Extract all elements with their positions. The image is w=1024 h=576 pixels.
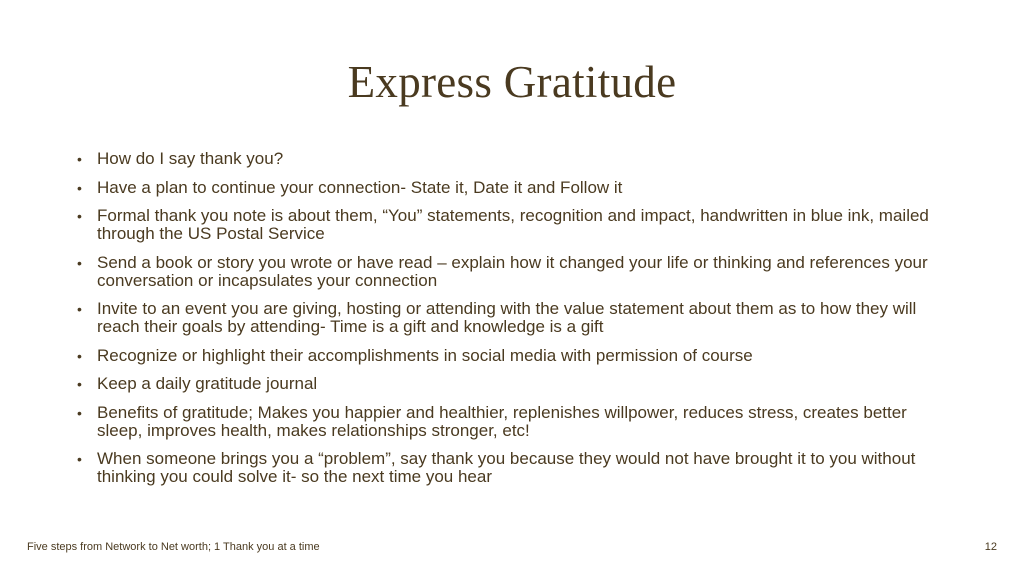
- bullet-item: [74, 375, 954, 393]
- bullet-text: How do I say thank you?: [97, 149, 284, 168]
- bullet-item: [74, 207, 954, 243]
- slide-title: Express Gratitude: [347, 57, 677, 107]
- slide-footer: Five steps from Network to Net worth; 1 Thank you at a time: [27, 541, 320, 553]
- bullet-dot: •: [77, 451, 82, 467]
- bullet-text: Have a plan to continue your connection- State it, Date it and Follow it: [97, 177, 623, 197]
- bullet-text: Recognize or highlight their accomplishments in social media with permission of course: [97, 345, 753, 365]
- bullet-item: [74, 347, 954, 365]
- bullet-dot: •: [77, 254, 82, 271]
- bullet-item: [74, 150, 954, 168]
- bullet-item: [74, 300, 954, 336]
- bullet-item: [74, 450, 954, 486]
- bullet-text: Formal thank you note is about them, “You” statements, recognition and impact, handwritten in blue ink, mailed through the US Postal Service: [97, 206, 929, 243]
- bullet-dot: •: [77, 301, 82, 317]
- bullet-text: When someone brings you a “problem”, say thank you because they would not have brought it to you without thinking you could solve it- so the next time you hear: [97, 449, 916, 486]
- bullet-dot: •: [77, 208, 82, 224]
- bullet-item: [74, 404, 954, 440]
- bullet-dot: •: [77, 376, 82, 392]
- bullet-list: [74, 150, 954, 497]
- bullet-dot: •: [77, 151, 82, 167]
- bullet-dot: •: [77, 179, 82, 196]
- bullet-dot: •: [77, 404, 82, 421]
- page-number: 12: [984, 541, 997, 553]
- bullet-text: Keep a daily gratitude journal: [97, 374, 318, 393]
- bullet-dot: •: [77, 347, 82, 364]
- bullet-item: [74, 254, 954, 290]
- bullet-text: Benefits of gratitude; Makes you happier and healthier, replenishes willpower, reduces stress, creates better sleep, improves health, makes relationships stronger, etc!: [97, 402, 907, 440]
- bullet-text: Send a book or story you wrote or have read – explain how it changed your life or thinking and references your conversation or incapsulates your connection: [97, 252, 928, 290]
- bullet-text: Invite to an event you are giving, hosting or attending with the value statement about them as to how they will reach their goals by attending- Time is a gift and knowledge is a gift: [97, 299, 917, 336]
- bullet-item: [74, 179, 954, 197]
